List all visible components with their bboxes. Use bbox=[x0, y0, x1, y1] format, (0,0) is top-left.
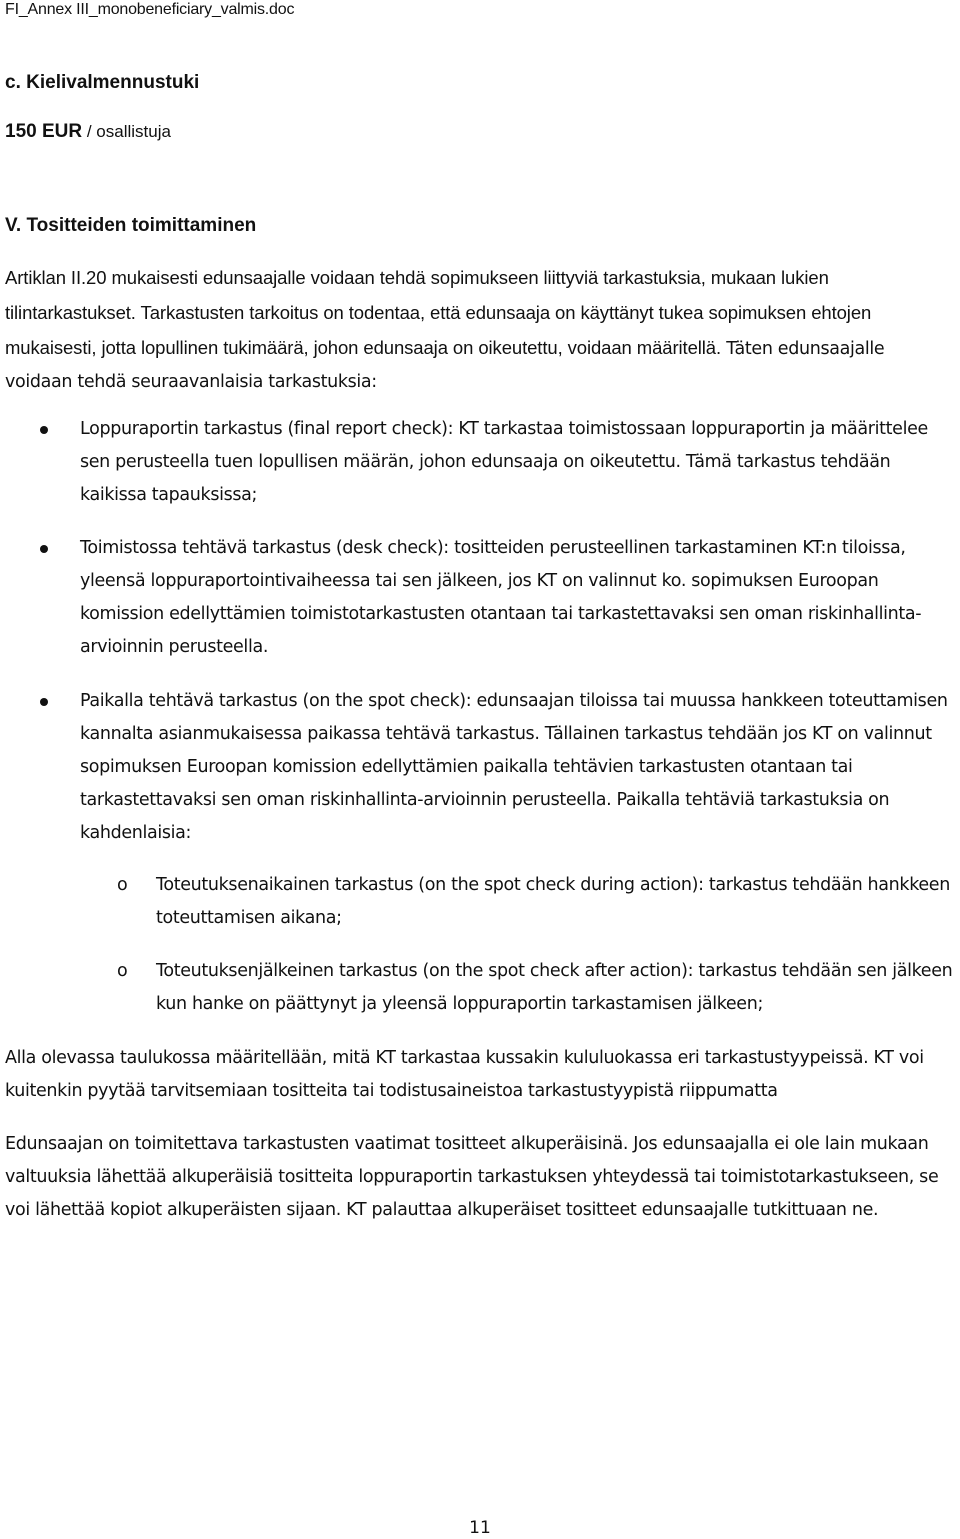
bullet-text: Loppuraportin tarkastus (final report check): KT tarkastaa toimistossaan loppuraportin ja määrittelee sen perusteella tuen lopullisen määrän, johon edunsaaja on oikeutettu. Tämä tarkastus tehdään kaikissa tapauksissa; bbox=[80, 419, 928, 505]
intro-text-calibri: Täten edunsaajalle voidaan tehdä seuraavanlaisia tarkastuksia: bbox=[5, 339, 885, 392]
section-c-title: c. Kielivalmennustuki bbox=[5, 72, 200, 93]
page-number: 11 bbox=[469, 1518, 491, 1538]
bullet-marker bbox=[40, 545, 48, 553]
sub-bullet-marker: o bbox=[117, 961, 128, 981]
sub-bullet-text: Toteutuksenjälkeinen tarkastus (on the spot check after action): tarkastus tehdään sen jälkeen kun hanke on päättynyt ja yleensä loppuraportin tarkastamisen jälkeen; bbox=[156, 961, 953, 1014]
bullet-marker bbox=[40, 698, 48, 706]
closing-paragraph-2: Edunsaajan on toimitettava tarkastusten vaatimat tositteet alkuperäisinä. Jos edunsaajalla ei ole lain mukaan valtuuksia lähettää alkuperäisiä tositteita loppuraportin tarkastuksen yhteydessä tai toimistotarkastukseen, se voi lähettää kopiot alkuperäisten sijaan. KT palauttaa alkuperäiset tositteet edunsaajalle tutkittuaan ne. bbox=[5, 1134, 939, 1220]
bullet-text: Toimistossa tehtävä tarkastus (desk check): tositteiden perusteellinen tarkastaminen KT:n tiloissa, yleensä loppuraportointivaiheessa tai sen jälkeen, jos KT on valinnut ko. sopimuksen Euroopan komission edellyttämien toimistotarkastusten otantaan tai tarkastettavaksi sen oman riskinhallinta-arvioinnin perusteella. bbox=[80, 538, 922, 657]
sub-bullet-text: Toteutuksenaikainen tarkastus (on the spot check during action): tarkastus tehdään hankkeen toteuttamisen aikana; bbox=[156, 875, 950, 928]
intro-text-arial: Artiklan II.20 mukaisesti edunsaajalle voidaan tehdä sopimukseen liittyviä tarkastuksia, mukaan lukien tilintarkastukset. Tarkastusten tarkoitus on todentaa, että edunsaaja on käyttänyt tukea sopimuksen ehtojen mukaisesti, jotta lopullinen tukimäärä, johon edunsaaja on oikeutettu, voidaan määritellä. bbox=[5, 267, 872, 358]
section-c-amount: 150 EUR bbox=[5, 121, 83, 142]
document-filename: FI_Annex III_monobeneficiary_valmis.doc bbox=[5, 1, 295, 18]
intro-paragraph bbox=[5, 261, 955, 399]
sub-bullet-marker: o bbox=[117, 875, 128, 895]
section-v-title: V. Tositteiden toimittaminen bbox=[5, 215, 257, 236]
closing-paragraph-1: Alla olevassa taulukossa määritellään, mitä KT tarkastaa kussakin kululuokassa eri tarkastustyypeissä. KT voi kuitenkin pyytää tarvitsemiaan tositteita tai todistusaineistoa tarkastustyypistä riippumatta bbox=[5, 1048, 924, 1101]
bullet-marker bbox=[40, 426, 48, 434]
bullet-text: Paikalla tehtävä tarkastus (on the spot check): edunsaajan tiloissa tai muussa hankkeen toteuttamisen kannalta asianmukaisessa paikassa tehtävä tarkastus. Tällainen tarkastus tehdään jos KT on valinnut sopimuksen Euroopan komission edellyttämien paikalla tehtävien tarkastusten otantaan tai tarkastettavaksi sen oman riskinhallinta-arvioinnin perusteella. Paikalla tehtäviä tarkastuksia on kahdenlaisia: bbox=[80, 691, 948, 843]
section-c-unit: / osallistuja bbox=[82, 122, 171, 141]
section-c-amount-line bbox=[5, 121, 171, 143]
